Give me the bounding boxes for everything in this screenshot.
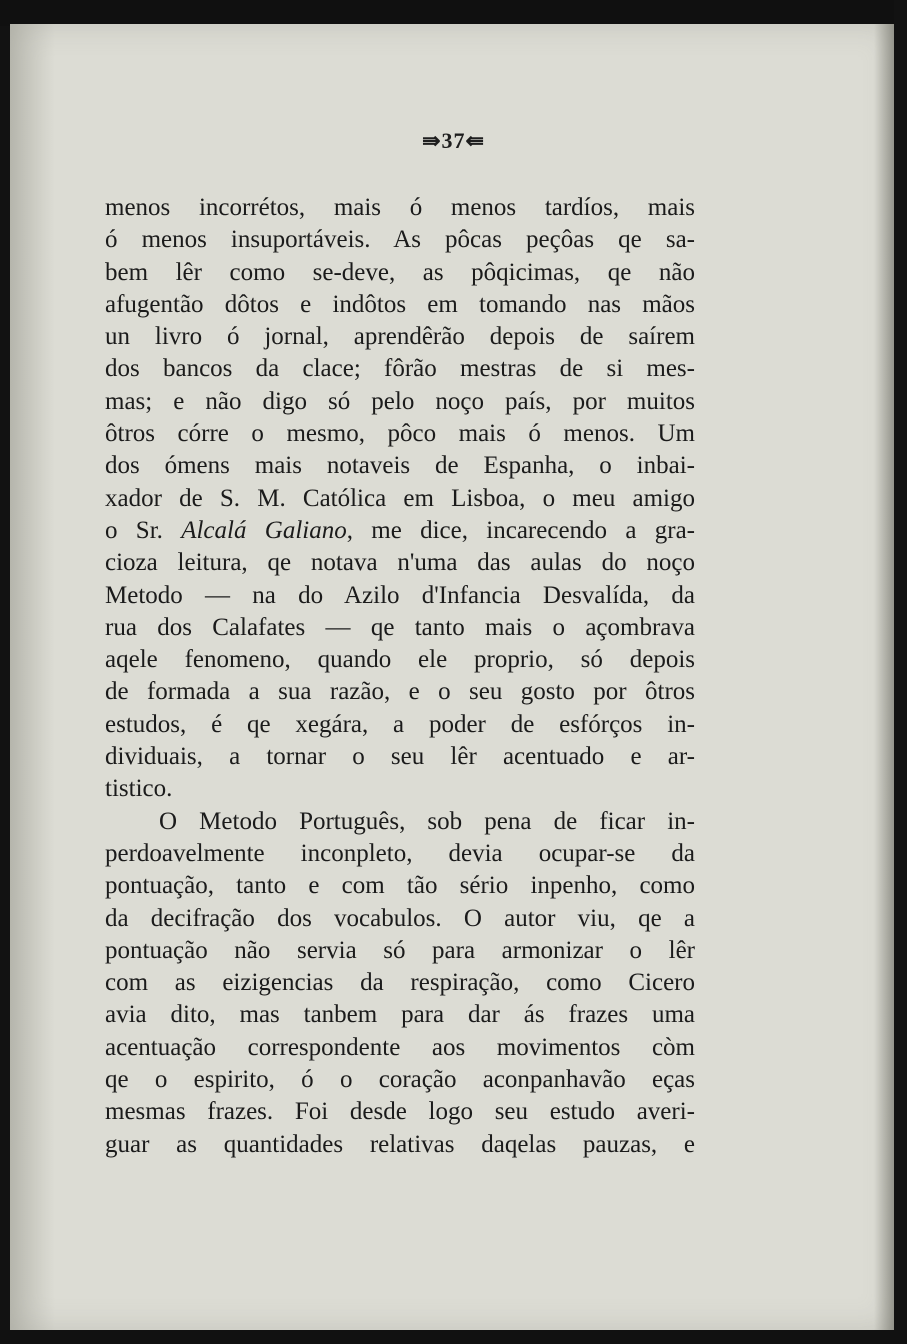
scan-bottom-border — [0, 1330, 907, 1344]
scan-top-border — [0, 0, 907, 26]
body-text — [105, 192, 695, 1161]
text-line: mesmas frazes. Foi desde logo seu estudo averi- — [105, 1098, 695, 1126]
text-line: un livro ó jornal, aprendêrão depois de saírem — [105, 323, 695, 351]
text-segment: , me dice, incarecendo a gra- — [346, 516, 695, 544]
text-line: guar as quantidades relativas daqelas pauzas, e — [105, 1130, 695, 1158]
page-edge-shadow — [874, 24, 894, 1330]
paragraph-start-line: O Metodo Português, sob pena de ficar in- — [159, 807, 695, 835]
text-line: pontuação não servia só para armonizar o lêr — [105, 936, 695, 964]
text-line: de formada a sua razão, e o seu gosto por ôtros — [105, 678, 695, 706]
text-line: avia dito, mas tanbem para dar ás frazes uma — [105, 1001, 695, 1029]
text-line: com as eizigencias da respiração, como Cicero — [105, 969, 695, 997]
text-line: perdoavelmente inconpleto, devia ocupar-se da — [105, 839, 695, 867]
page-number-ornament-right: ⇚ — [465, 128, 485, 153]
text-line — [105, 515, 695, 547]
page-number-value: 37 — [441, 128, 466, 153]
text-segment: o Sr. — [105, 516, 182, 544]
text-line: menos incorrétos, mais ó menos tardíos, mais — [105, 194, 695, 221]
scan-right-border — [894, 0, 907, 1344]
text-line: dos ómens mais notaveis de Espanha, o inbai- — [105, 452, 695, 480]
text-line: pontuação, tanto e com tão sério inpenho, como — [105, 872, 695, 900]
page-number — [0, 128, 907, 154]
text-line: xador de S. M. Católica em Lisboa, o meu amigo — [105, 484, 695, 512]
text-line: da decifração dos vocabulos. O autor viu, qe a — [105, 904, 695, 932]
text-line: cioza leitura, qe notava n'uma das aulas do noço — [105, 549, 695, 577]
text-line: tistico. — [105, 775, 173, 803]
page-gutter-shadow — [10, 24, 55, 1330]
text-line: dos bancos da clace; fôrão mestras de si mes- — [105, 355, 695, 383]
text-line: afugentão dôtos e indôtos em tomando nas mãos — [105, 290, 695, 318]
italic-name: Alcalá Galiano — [181, 516, 347, 544]
text-line: ôtros córre o mesmo, pôco mais ó menos. Um — [105, 420, 695, 448]
text-line: rua dos Calafates — qe tanto mais o açombrava — [105, 613, 695, 641]
text-line: ó menos insuportáveis. As pôcas peçôas qe sa- — [105, 226, 695, 254]
text-line: dividuais, a tornar o seu lêr acentuado e ar- — [105, 743, 695, 771]
text-line: mas; e não digo só pelo noço país, por muitos — [105, 387, 695, 415]
text-line: Metodo — na do Azilo d'Infancia Desvalída, da — [105, 581, 695, 609]
text-line: bem lêr como se-deve, as pôqicimas, qe não — [105, 258, 695, 286]
text-line: estudos, é qe xegára, a poder de esfórços in- — [105, 710, 695, 738]
page-number-ornament-left: ⇛ — [422, 128, 442, 153]
text-line: aqele fenomeno, quando ele proprio, só depois — [105, 646, 695, 674]
text-line: qe o espirito, ó o coração aconpanhavão eças — [105, 1066, 695, 1094]
text-line: acentuação correspondente aos movimentos còm — [105, 1033, 695, 1061]
